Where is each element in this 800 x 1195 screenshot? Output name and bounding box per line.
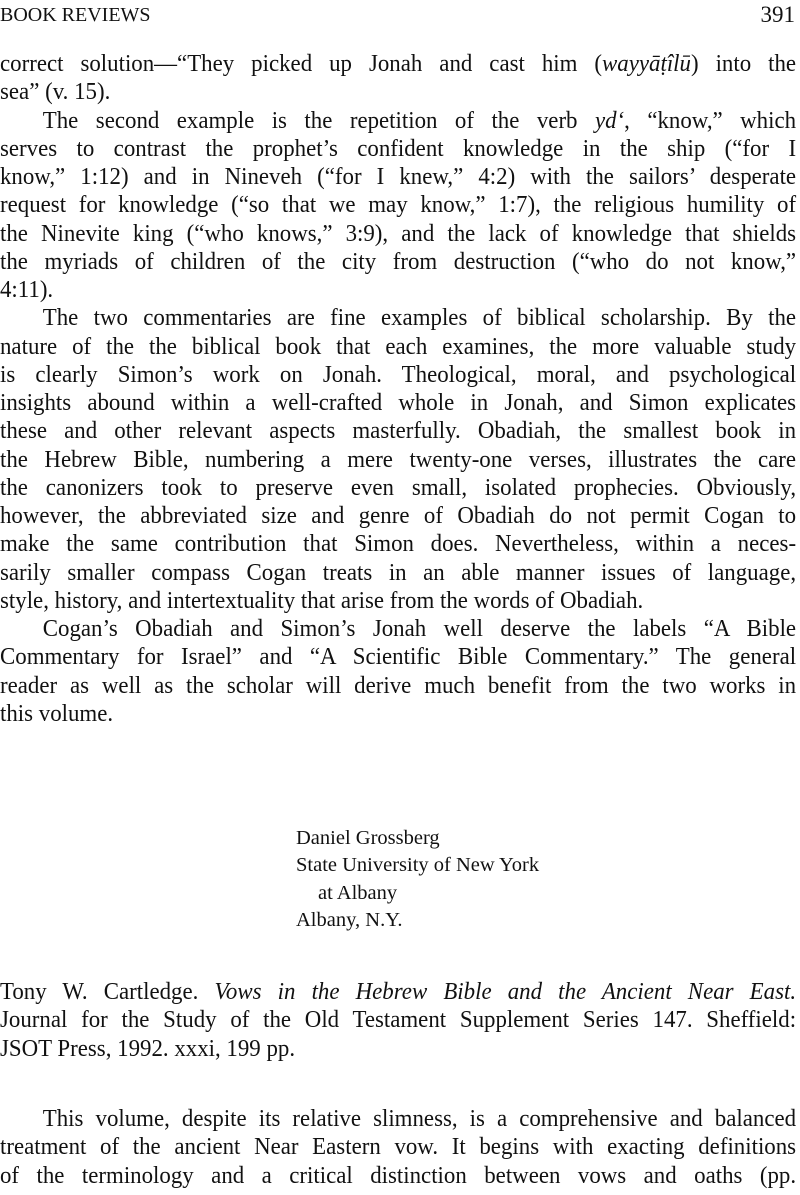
hebrew-verb: yd‘ bbox=[594, 106, 625, 134]
paragraph-start: The second example is the repetition of the verb yd‘, “know,” which bbox=[42, 106, 797, 134]
paragraph-start: Cogan’s Obadiah and Simon’s Jonah well deserve the labels “A Bible bbox=[42, 615, 797, 642]
review-body-grossberg bbox=[0, 50, 796, 728]
text-line: serves to contrast the prophet’s confident knowledge in the ship (“for I bbox=[0, 134, 797, 162]
text-line: however, the abbreviated size and genre of Obadiah do not permit Cogan to bbox=[0, 502, 797, 529]
reviewer-location: Albany, N.Y. bbox=[296, 908, 403, 931]
text-line: is clearly Simon’s work on Jonah. Theological, moral, and psychological bbox=[0, 360, 797, 388]
text-line: Commentary for Israel” and “A Scientific Bible Commentary.” The general bbox=[0, 643, 797, 671]
book-author: Tony W. Cartledge. bbox=[0, 978, 215, 1005]
running-header bbox=[0, 2, 795, 28]
reviewer-signature bbox=[296, 825, 539, 934]
citation-line: JSOT Press, 1992. xxxi, 199 pp. bbox=[0, 1034, 296, 1062]
reviewer-affiliation: State University of New York bbox=[296, 854, 540, 877]
hebrew-transliteration: wayyāṭîlū bbox=[602, 50, 691, 77]
text-line: know,” 1:12) and in Nineveh (“for I knew,” 4:2) with the sailors’ desperate bbox=[0, 163, 797, 190]
paragraph-start: The two commentaries are fine examples of biblical scholarship. By the bbox=[42, 304, 797, 332]
text-line: correct solution—“They picked up Jonah and cast him (wayyāṭîlū) into the bbox=[0, 50, 797, 77]
book-title: Vows in the Hebrew Bible and the Ancient Near East. bbox=[214, 978, 797, 1005]
text-line: the Ninevite king (“who knows,” 3:9), and the lack of knowledge that shields bbox=[0, 219, 797, 247]
citation-line: Journal for the Study of the Old Testament Supplement Series 147. Sheffield: bbox=[0, 1006, 797, 1034]
paragraph-start: This volume, despite its relative slimness, is a comprehensive and balanced bbox=[42, 1105, 797, 1132]
text-line: this volume. bbox=[0, 699, 114, 727]
text-line: the canonizers took to preserve even small, isolated prophecies. Obviously, bbox=[0, 473, 797, 501]
page-number: 391 bbox=[760, 2, 795, 27]
text-line: reader as well as the scholar will derive much benefit from the two works in bbox=[0, 671, 797, 699]
reviewer-affiliation-cont: at Albany bbox=[318, 881, 398, 904]
text-line: style, history, and intertextuality that arise from the words of Obadiah. bbox=[0, 586, 644, 614]
text-line: nature of the the biblical book that each examines, the more valuable study bbox=[0, 332, 797, 360]
text-line: treatment of the ancient Near Eastern vow. It begins with exacting definitions bbox=[0, 1133, 797, 1161]
text-line: sea” (v. 15). bbox=[0, 78, 111, 106]
text-line: sarily smaller compass Cogan treats in an able manner issues of language, bbox=[0, 558, 797, 586]
reviewer-name: Daniel Grossberg bbox=[296, 827, 440, 849]
book-citation bbox=[0, 978, 796, 1063]
running-title: BOOK REVIEWS bbox=[0, 4, 151, 26]
text-line: the myriads of children of the city from destruction (“who do not know,” bbox=[0, 247, 797, 275]
text-line: these and other relevant aspects masterfully. Obadiah, the smallest book in bbox=[0, 417, 797, 445]
review-body-cartledge bbox=[0, 1105, 796, 1190]
citation-line bbox=[0, 978, 796, 1006]
text-line: make the same contribution that Simon does. Nevertheless, within a neces- bbox=[0, 530, 797, 558]
text-line: of the terminology and a critical distinction between vows and oaths (pp. bbox=[0, 1161, 797, 1189]
text-line: insights abound within a well-crafted whole in Jonah, and Simon explicates bbox=[0, 389, 797, 416]
text-line: 4:11). bbox=[0, 276, 54, 303]
text-line: request for knowledge (“so that we may know,” 1:7), the religious humility of bbox=[0, 191, 797, 219]
text-line: the Hebrew Bible, numbering a mere twenty-one verses, illustrates the care bbox=[0, 445, 797, 473]
